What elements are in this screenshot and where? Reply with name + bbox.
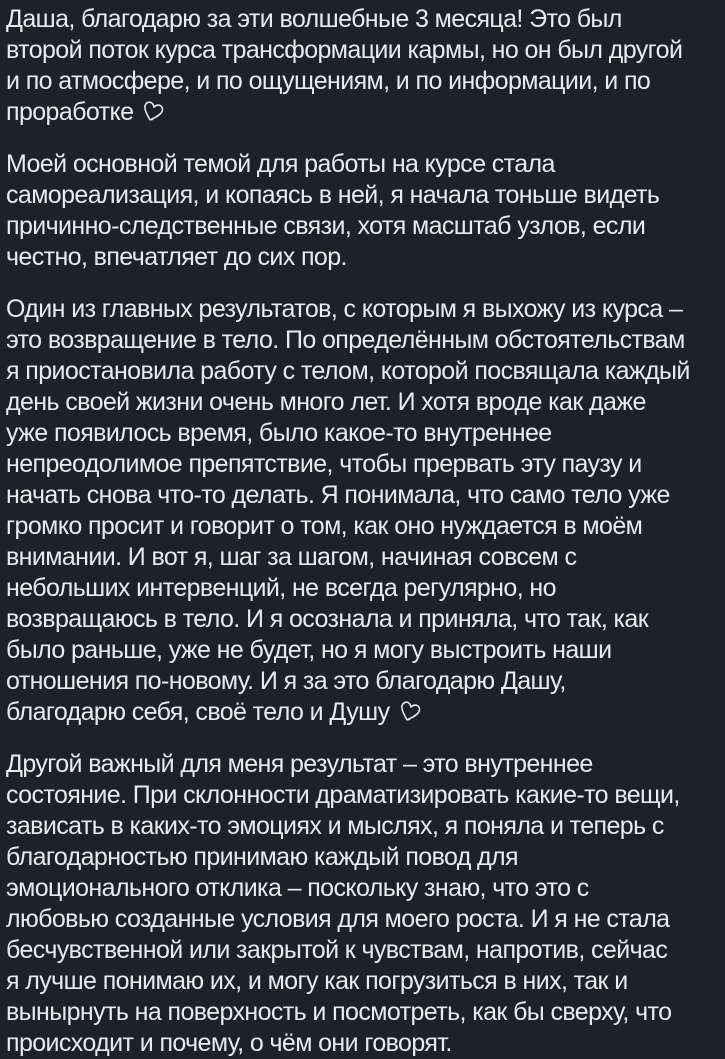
paragraph: Даша, благодарю за эти волшебные 3 месяца! Это был второй поток курса трансформации кармы, но он был другой и по атмосфере, и по ощущениям, и по информации, и по проработке <box>6 5 683 126</box>
paragraph: Другой важный для меня результат – это внутреннее состояние. При склонности драматизировать какие-то вещи, зависать в каких-то эмоциях и мыслях, я поняла и теперь с благодарностью принимаю каждый повод для эмоционального отклика – поскольку знаю, что это с любовью созданные условия для моего роста. И я не стала бесчувственной или закрытой к чувствам, напротив, сейчас я лучше понимаю их, и могу как погрузиться в них, так и вынырнуть на поверхность и посмотреть, как бы сверху, что происходит и почему, о чём они говорят. <box>6 750 680 1057</box>
heart-icon <box>393 696 424 727</box>
paragraph: Моей основной темой для работы на курсе стала самореализация, и копаясь в ней, я начала тоньше видеть причинно-следственные связи, хотя масштаб узлов, если честно, впечатляет до сих пор. <box>6 150 660 271</box>
paragraph: Один из главных результатов, с которым я выхожу из курса – это возвращение в тело. По определённым обстоятельствам я приостановила работу с телом, которой посвящала каждый день своей жизни очень много лет. И хотя вроде как даже уже появилось время, было какое-то внутреннее непреодолимое препятствие, чтобы прервать эту паузу и начать снова что-то делать. Я понимала, что само тело уже громко просит и говорит о том, как оно нуждается в моём внимании. И вот я, шаг за шагом, начиная совсем с небольших интервенций, не всегда регулярно, но возвращаюсь в тело. И я осознала и приняла, что так, как было раньше, уже не будет, но я могу выстроить наши отношения по-новому. И я за это благодарю Дашу, благодарю себя, своё тело и Душу <box>6 295 690 726</box>
heart-icon <box>137 96 168 127</box>
